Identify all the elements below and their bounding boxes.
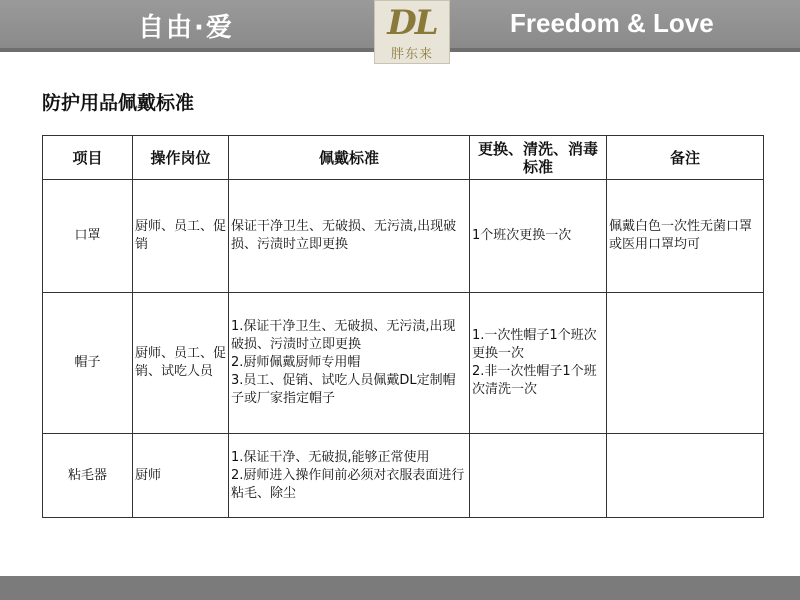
row-standard: [229, 293, 470, 434]
replace-line: 2.非一次性帽子1个班次清洗一次: [472, 364, 597, 397]
header-slogan-cn: 自由·爱: [138, 13, 234, 43]
row-item: 帽子: [43, 293, 133, 434]
standard-line: 2.厨师佩戴厨师专用帽: [231, 355, 361, 370]
standard-line: 2.厨师进入操作间前必须对衣服表面进行粘毛、除尘: [231, 467, 465, 501]
header-slogan-en: Freedom & Love: [510, 8, 714, 38]
standard-line: 1.保证干净卫生、无破损、无污渍,出现破损、污渍时立即更换: [231, 319, 456, 352]
row-standard: [229, 180, 470, 293]
row-remark: 佩戴白色一次性无菌口罩或医用口罩均可: [607, 180, 764, 293]
row-standard: [229, 434, 470, 518]
header-item: 项目: [43, 136, 133, 180]
logo-text: 胖东来: [390, 47, 433, 62]
page-title: 防护用品佩戴标准: [42, 92, 195, 114]
row-replace: [470, 180, 607, 293]
replace-line: 1个班次更换一次: [472, 228, 572, 243]
standard-line: 保证干净卫生、无破损、无污渍,出现破损、污渍时立即更换: [231, 219, 457, 252]
standard-line: 3.员工、促销、试吃人员佩戴DL定制帽子或厂家指定帽子: [231, 373, 456, 406]
header-replace: 更换、清洗、消毒标准: [470, 136, 607, 180]
row-remark: [607, 293, 764, 434]
logo-mark: DL: [387, 3, 437, 43]
row-item: 口罩: [43, 180, 133, 293]
replace-line: 1.一次性帽子1个班次更换一次: [472, 328, 597, 361]
table-row: [43, 293, 764, 434]
table-row: [43, 434, 764, 518]
row-position: 厨师、员工、促销: [133, 180, 229, 293]
row-position: 厨师: [133, 434, 229, 518]
brand-logo: [374, 0, 450, 64]
table-row: [43, 180, 764, 293]
header-position: 操作岗位: [133, 136, 229, 180]
row-position: 厨师、员工、促销、试吃人员: [133, 293, 229, 434]
standard-line: 1.保证干净、无破损,能够正常使用: [231, 449, 430, 465]
protective-equipment-table: [42, 135, 764, 518]
row-item: 粘毛器: [43, 434, 133, 518]
table-header-row: [43, 136, 764, 180]
row-replace: [470, 434, 607, 518]
header-remark: 备注: [607, 136, 764, 180]
row-remark: [607, 434, 764, 518]
row-replace: [470, 293, 607, 434]
footer-bar: [0, 576, 800, 600]
header-standard: 佩戴标准: [229, 136, 470, 180]
